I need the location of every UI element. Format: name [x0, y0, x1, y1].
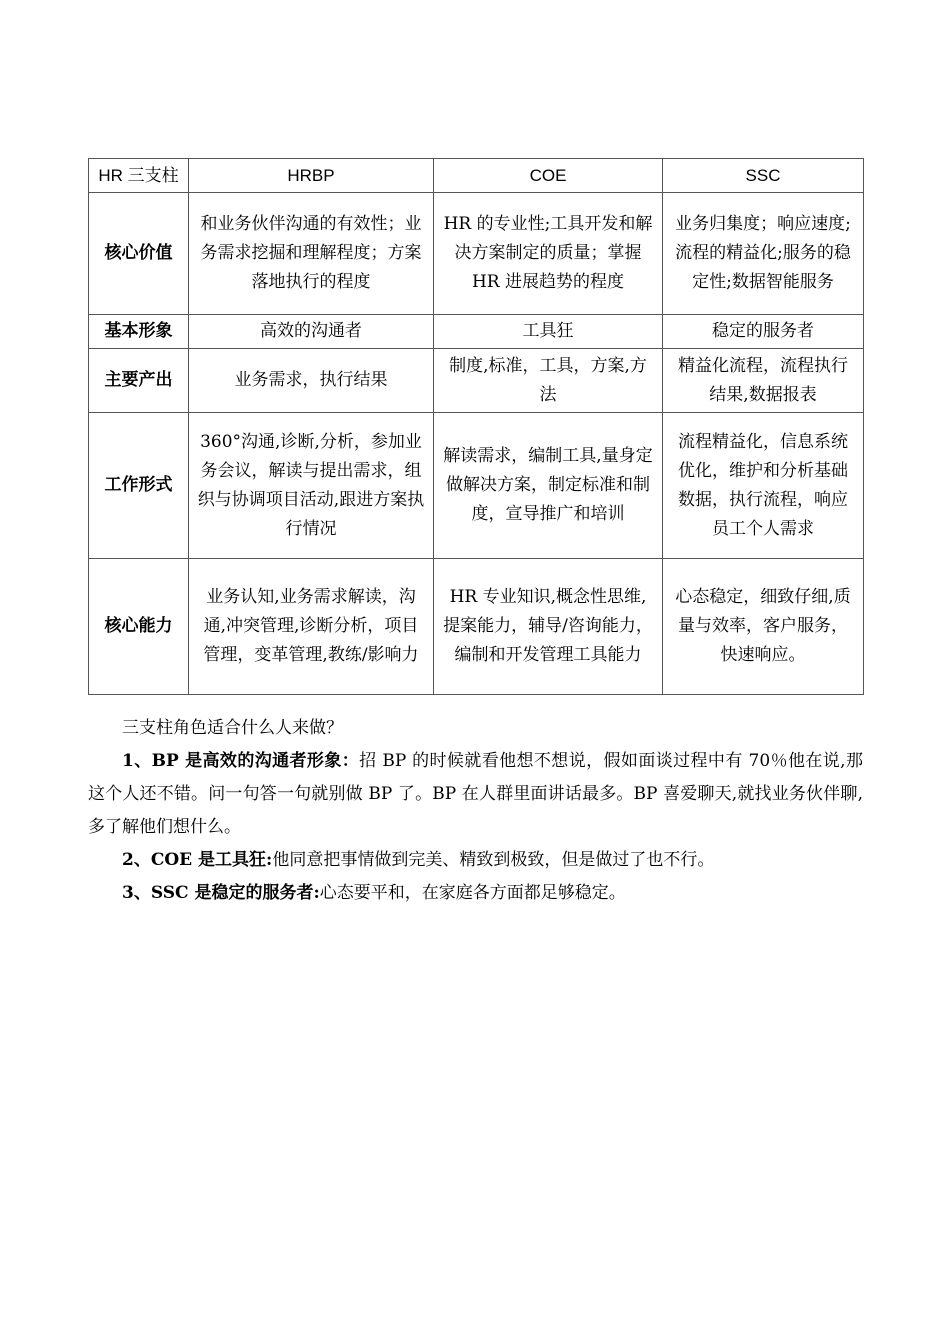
table-cell: 业务归集度；响应速度;流程的精益化;服务的稳定性;数据智能服务: [663, 193, 864, 315]
table-header-row: [89, 159, 864, 193]
table-cell: 心态稳定，细致仔细,质量与效率，客户服务，快速响应。: [663, 559, 864, 695]
paragraph-lead: 1、BP 是高效的沟通者形象：: [122, 751, 360, 771]
paragraph-lead: 3、SSC 是稳定的服务者:: [122, 883, 320, 903]
paragraph-coe: [88, 844, 863, 877]
section-question: 三支柱角色适合什么人来做？: [122, 718, 343, 738]
table-cell: 工具狂: [434, 315, 663, 349]
table-row: [89, 315, 864, 349]
table-header-cell: HR 三支柱: [89, 159, 189, 193]
table-cell: HR 的专业性;工具开发和解决方案制定的质量；掌握 HR 进展趋势的程度: [434, 193, 663, 315]
row-label: 核心价值: [89, 193, 189, 315]
hr-three-pillars-table: [88, 158, 864, 695]
paragraph-lead: 2、COE 是工具狂:: [122, 850, 273, 870]
table-cell: 业务认知,业务需求解读，沟通,冲突管理,诊断分析，项目管理，变革管理,教练/影响力: [189, 559, 434, 695]
table-cell: HR 专业知识,概念性思维,提案能力，辅导/咨询能力，编制和开发管理工具能力: [434, 559, 663, 695]
paragraph-text: 招 BP 的时候就看他想不想说，假如面谈过程中有 70％他在说,那这个人还不错。问一句答一句就别做 BP 了。BP 在人群里面讲话最多。BP 喜爱聊天,就找业务伙伴聊,多了解他们想什么。: [88, 751, 863, 837]
table-row: [89, 559, 864, 695]
article-body: [88, 712, 863, 910]
paragraph-text: 他同意把事情做到完美、精致到极致，但是做过了也不行。: [272, 850, 715, 870]
row-label: 核心能力: [89, 559, 189, 695]
paragraph-bp: [88, 745, 863, 844]
table-cell: 高效的沟通者: [189, 315, 434, 349]
row-label: 基本形象: [89, 315, 189, 349]
table-header-cell: SSC: [663, 159, 864, 193]
table-cell: 精益化流程，流程执行结果,数据报表: [663, 349, 864, 413]
table-cell: 解读需求，编制工具,量身定做解决方案，制定标准和制度，宣导推广和培训: [434, 413, 663, 559]
table-row: [89, 349, 864, 413]
table-cell: 制度,标准，工具，方案,方法: [434, 349, 663, 413]
table-cell: 业务需求，执行结果: [189, 349, 434, 413]
table-cell: 稳定的服务者: [663, 315, 864, 349]
table-cell: 和业务伙伴沟通的有效性；业务需求挖掘和理解程度；方案落地执行的程度: [189, 193, 434, 315]
row-label: 工作形式: [89, 413, 189, 559]
paragraph-text: 心态要平和，在家庭各方面都足够稳定。: [319, 883, 626, 903]
table-row: [89, 413, 864, 559]
table-header-cell: COE: [434, 159, 663, 193]
row-label: 主要产出: [89, 349, 189, 413]
table-header-cell: HRBP: [189, 159, 434, 193]
table-cell: 360°沟通,诊断,分析，参加业务会议，解读与提出需求，组织与协调项目活动,跟进方案执行情况: [189, 413, 434, 559]
paragraph-ssc: [88, 877, 863, 910]
table-cell: 流程精益化，信息系统优化，维护和分析基础数据，执行流程，响应员工个人需求: [663, 413, 864, 559]
table-row: [89, 193, 864, 315]
